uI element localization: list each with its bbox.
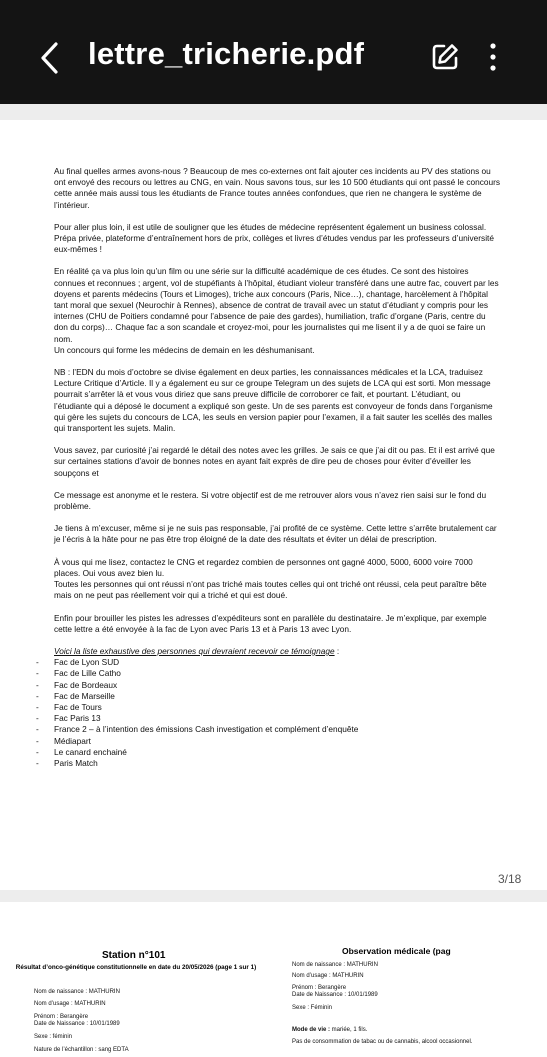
recipients-title-suffix: : xyxy=(334,645,340,656)
pdf-page-4[interactable] xyxy=(0,902,547,1057)
page-counter: 3/18 xyxy=(498,872,522,886)
letter-paragraph: NB : l’EDN du mois d’octobre se divise également en deux parties, les connaissances médicales et la LCA, traduisez Lecture Critique d’Article. Il y a également eu sur ce groupe Telegram un des sujets de LCA qui est sorti. Mon message pourrait s’arrêter là et vous vous diriez que sans preuve difficile de corroborer ce fait, et pourtant. L’étudiant, ou l’étudiante qui a déposé le document a expliqué son geste. Un de ses parents est convoyeur de fonds dans l’organisme qui gère les sujets du concours de LCA, les seuls en version papier pour l’examen, il a fait sauter les scellés des malles qui transportent les sujets. Malin. xyxy=(54,367,493,434)
mode-de-vie-value: mariée, 1 fils. xyxy=(330,1027,368,1033)
right-field: Nom de naissance : MATHURIN xyxy=(292,962,378,968)
recipient-item: - Fac Paris 13 xyxy=(54,713,500,724)
recipient-item: - Le canard enchainé xyxy=(54,747,500,758)
edit-icon xyxy=(430,42,460,72)
letter-body xyxy=(54,166,500,769)
left-field: Date de Naissance : 10/01/1989 xyxy=(34,1021,120,1027)
left-field: Sexe : féminin xyxy=(34,1034,73,1040)
left-field: Prénom : Berangère xyxy=(34,1014,89,1020)
left-field: Nature de l’échantillon : sang EDTA xyxy=(34,1047,129,1053)
right-field: Nom d’usage : MATHURIN xyxy=(292,973,364,979)
letter-paragraph: Ce message est anonyme et le restera. Si votre objectif est de me retrouver alors vous n’avez rien saisi sur le fond du problème. xyxy=(54,489,487,512)
letter-paragraphs xyxy=(54,166,500,635)
recipient-item: - Fac de Tours xyxy=(54,702,500,713)
recipient-item: - Fac de Marseille xyxy=(54,691,500,702)
letter-paragraph: Au final quelles armes avons-nous ? Beaucoup de mes co-externes ont fait ajouter ces incidents au PV des stations ou ont envoyé des recours ou lettres au CNG, en vain. Nous savons tous, sur les 10 500 étudiants qui ont passé le concours cette année mais aussi tous les étudiants de France toutes années confondues, que rien ne changera le système de l’intérieur. xyxy=(54,166,500,210)
right-field: Sexe : Féminin xyxy=(292,1005,333,1011)
left-field: Nom de naissance : MATHURIN xyxy=(34,989,120,995)
letter-paragraph: Pour aller plus loin, il est utile de souligner que les études de médecine représentent également un business colossal. Prépa privée, plateforme d’entraînement hors de prix, collèges et livres d’études vendus par les professeurs d’université eux-mêmes ! xyxy=(54,221,494,255)
right-field: Prénom : Berangère xyxy=(292,985,347,991)
more-options-button[interactable] xyxy=(486,42,500,72)
back-button[interactable] xyxy=(34,38,68,78)
mode-de-vie-line xyxy=(292,1027,367,1033)
left-field: Nom d’usage : MATHURIN xyxy=(34,1001,106,1007)
recipient-item: - Fac de Lyon SUD xyxy=(54,657,500,668)
pdf-page-3[interactable] xyxy=(0,120,547,890)
right-field: Date de Naissance : 10/01/1989 xyxy=(292,992,378,998)
recipient-item: - Fac de Bordeaux xyxy=(54,680,500,691)
top-app-bar xyxy=(0,0,547,104)
letter-paragraph: Je tiens à m’excuser, même si je ne suis pas responsable, j’ai profité de ce système. Cette lettre s’arrête brutalement car je l’écris à la hâte pour ne pas être trop éloigné de la date des résultats et éviter un délai de prescription. xyxy=(54,523,497,545)
recipient-item: - Médiapart xyxy=(54,736,500,747)
letter-paragraph: À vous qui me lisez, contactez le CNG et regardez combien de personnes ont gagné 4000, 5000, 6000 voire 7000 places. Oui vous avez bien lu. Toutes les personnes qui ont réussi n’ont pas triché mais toutes celles qui ont triché ont réussi, cela peut paraître bête mais on ne peut pas réellement voir qui a triché et qui est doué. xyxy=(54,556,487,601)
result-heading: Résultat d’onco-génétique constitutionnelle en date du 20/05/2026 (page 1 sur 1) xyxy=(15,964,257,971)
recipient-item: - France 2 – à l’intention des émissions Cash investigation et complément d’enquête xyxy=(54,724,500,735)
letter-paragraph: Vous savez, par curiosité j’ai regardé le détail des notes avec les grilles. Je sais ce que j’ai dit ou pas. Et il est arrivé que sur certaines stations d’avoir de bonnes notes en ayant fait exprès de dire peu de choses pour éviter d’éveiller les soupçons et xyxy=(54,445,495,478)
letter-paragraph: Enfin pour brouiller les pistes les adresses d’expéditeurs sont en parallèle du destinataire. Je m’explique, par exemple cette lettre a été envoyée à la fac de Lyon avec Paris 13 et à Paris 13 avec Lyon. xyxy=(54,612,487,634)
station-title: Station n°101 xyxy=(102,950,166,961)
recipient-item: - Fac de Lille Catho xyxy=(54,668,500,679)
recipients-heading xyxy=(54,646,500,657)
letter-paragraph: En réalité ça va plus loin qu’un film ou une série sur la difficulté académique de ces études. Ce sont des histoires connues et reconnues ; argent, vol de stupéfiants à l’hôpital, étudiant violeur transféré dans une autre fac, couvert par les doyens et parents médecins (Tours et Limoges), triche aux concours (Paris, Nice…), chantage, harcèlement à l’hôpital tant moral que sexuel (Neurochir à Rennes), absence de contrat de travail avec un statut d’étudiant y compris pour les internes (CHU de Poitiers condamné pour l’absence de paie des gardes), humiliation, trafic d’organe (Paris, centre du don du corps)… Chaque fac a son scandale et croyez-moi, pour les journalistes qui me lisent il y a de quoi se faire un nom. Un concours qui forme les médecins de demain en les déshumanisant. xyxy=(54,266,499,355)
mode-de-vie-label: Mode de vie : xyxy=(292,1027,331,1033)
edit-button[interactable] xyxy=(430,42,460,72)
more-vertical-icon xyxy=(486,42,500,72)
consommation-line: Pas de consommation de tabac ou de cannabis, alcool occasionnel. xyxy=(292,1039,473,1045)
observation-title: Observation médicale (pag xyxy=(342,946,451,956)
recipient-item: - Paris Match xyxy=(54,758,500,769)
chevron-left-icon xyxy=(34,38,68,78)
recipients-title: Voici la liste exhaustive des personnes qui devraient recevoir ce témoignage xyxy=(54,645,335,656)
document-title: lettre_tricherie.pdf xyxy=(88,36,365,71)
recipients-list xyxy=(54,657,500,769)
